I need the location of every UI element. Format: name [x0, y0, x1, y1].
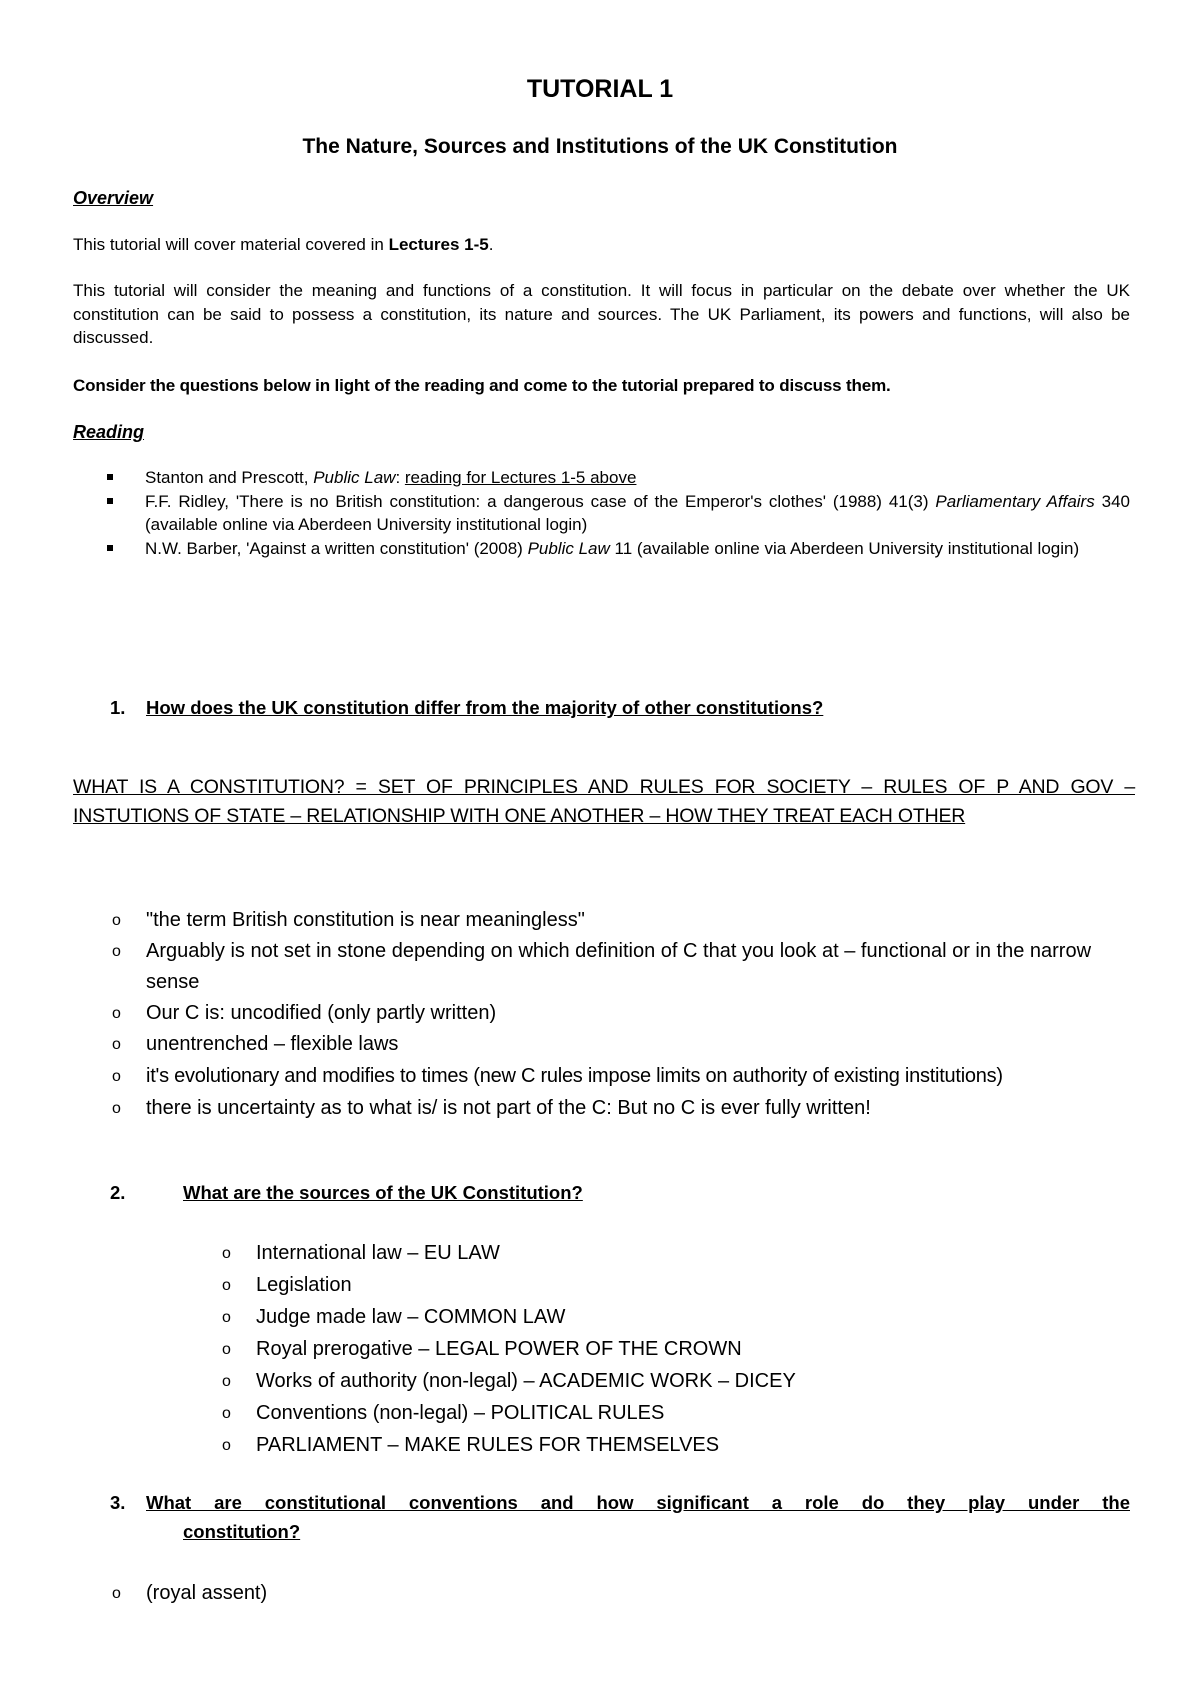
overview-description: This tutorial will consider the meaning and functions of a constitution. It will focus in particular on the debate over whether the UK constitution can be said to possess a constitution, its nature and sources. The UK Parliament, its powers and functions, will also be discussed.	[73, 281, 1130, 347]
circle-bullet-icon: o	[112, 912, 121, 929]
square-bullet-icon	[107, 537, 117, 561]
circle-bullet-icon: o	[222, 1341, 231, 1358]
reading-item-2-title: Parliamentary Affairs	[935, 491, 1095, 511]
square-bullet-icon	[107, 466, 117, 490]
question-2	[0, 1179, 1200, 1207]
reading-item-1-middle: :	[395, 468, 405, 487]
reading-heading: Reading	[73, 422, 145, 442]
reading-item-3-prefix: N.W. Barber, 'Against a written constitution' (2008)	[145, 538, 528, 558]
circle-bullet-icon: o	[112, 1036, 121, 1053]
circle-bullet-icon: o	[112, 1005, 121, 1022]
question-3-text-line-2: constitution?	[183, 1521, 301, 1542]
reading-item-3-title: Public Law	[527, 538, 610, 558]
constitution-definition: WHAT IS A CONSTITUTION? = SET OF PRINCIPLES AND RULES FOR SOCIETY – RULES OF P AND GOV – INSTUTIONS OF STATE – RELATIONSHIP WITH ONE ANOTHER – HOW THEY TREAT EACH OTHER	[73, 776, 1135, 827]
question-1-text: How does the UK constitution differ from the majority of other constitutions?	[146, 697, 824, 718]
question-2-text: What are the sources of the UK Constitution?	[183, 1182, 583, 1203]
circle-bullet-icon: o	[222, 1277, 231, 1294]
circle-bullet-icon: o	[112, 1585, 121, 1602]
circle-bullet-icon: o	[112, 943, 121, 960]
circle-bullet-icon: o	[222, 1373, 231, 1390]
circle-bullet-icon: o	[222, 1405, 231, 1422]
overview-lectures-suffix: .	[488, 235, 494, 254]
reading-item-1-prefix: Stanton and Prescott,	[145, 468, 314, 487]
document-page: TUTORIAL 1 The Nature, Sources and Institutions of the UK Constitution Overview This tutorial will cover material covered in Lectures 1-5. This tutorial will consider the meaning and functions of a constitution. It will focus in particular on the debate over whether the UK constitution can be said to possess a constitution, its nature and sources. The UK Parliament, its powers and functions, will also be discussed. Consider the questions below in light of the reading and come to the tutorial prepared to discuss them. Reading Stanton and Prescott, Public Law: reading for Lectures 1-5 above F.F. Ridley, 'There is no British constitution: a dangerous case of the Emperor's clothes' (1988) 41(3) Parliamentary Affairs 340 (available online via Aberdeen University institutional login) N.W. Barber, 'Against a written constitution' (2008) Public Law 11 (available online via Aberdeen University institutional login) 1. How does the UK constitution differ from the majority of other constitutions? WHAT IS A CONSTITUTION? = SET OF PRINCIPLES AND RULES FOR SOCIETY – RULES OF P AND GOV – INSTUTIONS OF STATE – RELATIONSHIP WITH ONE ANOTHER – HOW THEY TREAT EACH OTHER o "the term British constitution is near meaningless" o Arguably is not set in stone depending on which definition of C that you look at – functional or in the narrow sense o Our C is: uncodified (only partly written) o unentrenched – flexible laws o it's evolutionary and modifies to times (new C rules impose limits on authority of existing institutions) o there is uncertainty as to what is/ is not part of the C: But no C is ever fully written! 2. What are the sources of the UK Constitution? o International law – EU LAW o Legislation o Judge made law – COMMON LAW o Royal prerogative – LEGAL POWER OF THE CROWN o Works of authority (non-legal) – ACADEMIC WORK – DICEY o Conventions (non-legal) – POLITICAL RULES o PARLIAMENT – MAKE RULES FOR THEMSELVES 3. What are constitutional conventions and how significant a role do they play under the constitution? o (royal assent)	[0, 0, 1200, 1698]
overview-lectures-bold: Lectures 1-5	[388, 235, 489, 254]
question-1-number: 1.	[110, 697, 126, 718]
overview-heading: Overview	[73, 188, 154, 208]
question-3	[0, 1489, 1200, 1549]
question-3-number: 3.	[110, 1492, 126, 1513]
reading-item-2-prefix: F.F. Ridley, 'There is no British constitution: a dangerous case of the Emperor's clothes' (1988) 41(3)	[145, 491, 936, 511]
circle-bullet-icon: o	[222, 1437, 231, 1454]
overview-lectures-line	[73, 233, 1130, 257]
square-bullet-icon	[107, 490, 117, 514]
reading-item-1-link[interactable]: reading for Lectures 1-5 above	[404, 468, 637, 487]
circle-bullet-icon: o	[112, 1068, 121, 1085]
question-1	[0, 694, 1200, 722]
overview-lectures-prefix: This tutorial will cover material covered in	[73, 235, 389, 254]
overview-instruction: Consider the questions below in light of the reading and come to the tutorial prepared to discuss them.	[73, 376, 891, 395]
reading-item-2-suffix: 340 (available online via Aberdeen University institutional login)	[145, 491, 1130, 534]
question-3-text-line-1: What are constitutional conventions and how significant a role do they play under the	[146, 1492, 1130, 1513]
circle-bullet-icon: o	[222, 1309, 231, 1326]
document-title: TUTORIAL 1	[526, 75, 674, 103]
reading-item-1-title: Public Law	[313, 468, 396, 487]
document-subtitle: The Nature, Sources and Institutions of the UK Constitution	[302, 135, 898, 158]
question-2-number: 2.	[110, 1182, 126, 1203]
circle-bullet-icon: o	[112, 1100, 121, 1117]
circle-bullet-icon: o	[222, 1245, 231, 1262]
reading-item-3-suffix: 11 (available online via Aberdeen University institutional login)	[609, 538, 1080, 558]
